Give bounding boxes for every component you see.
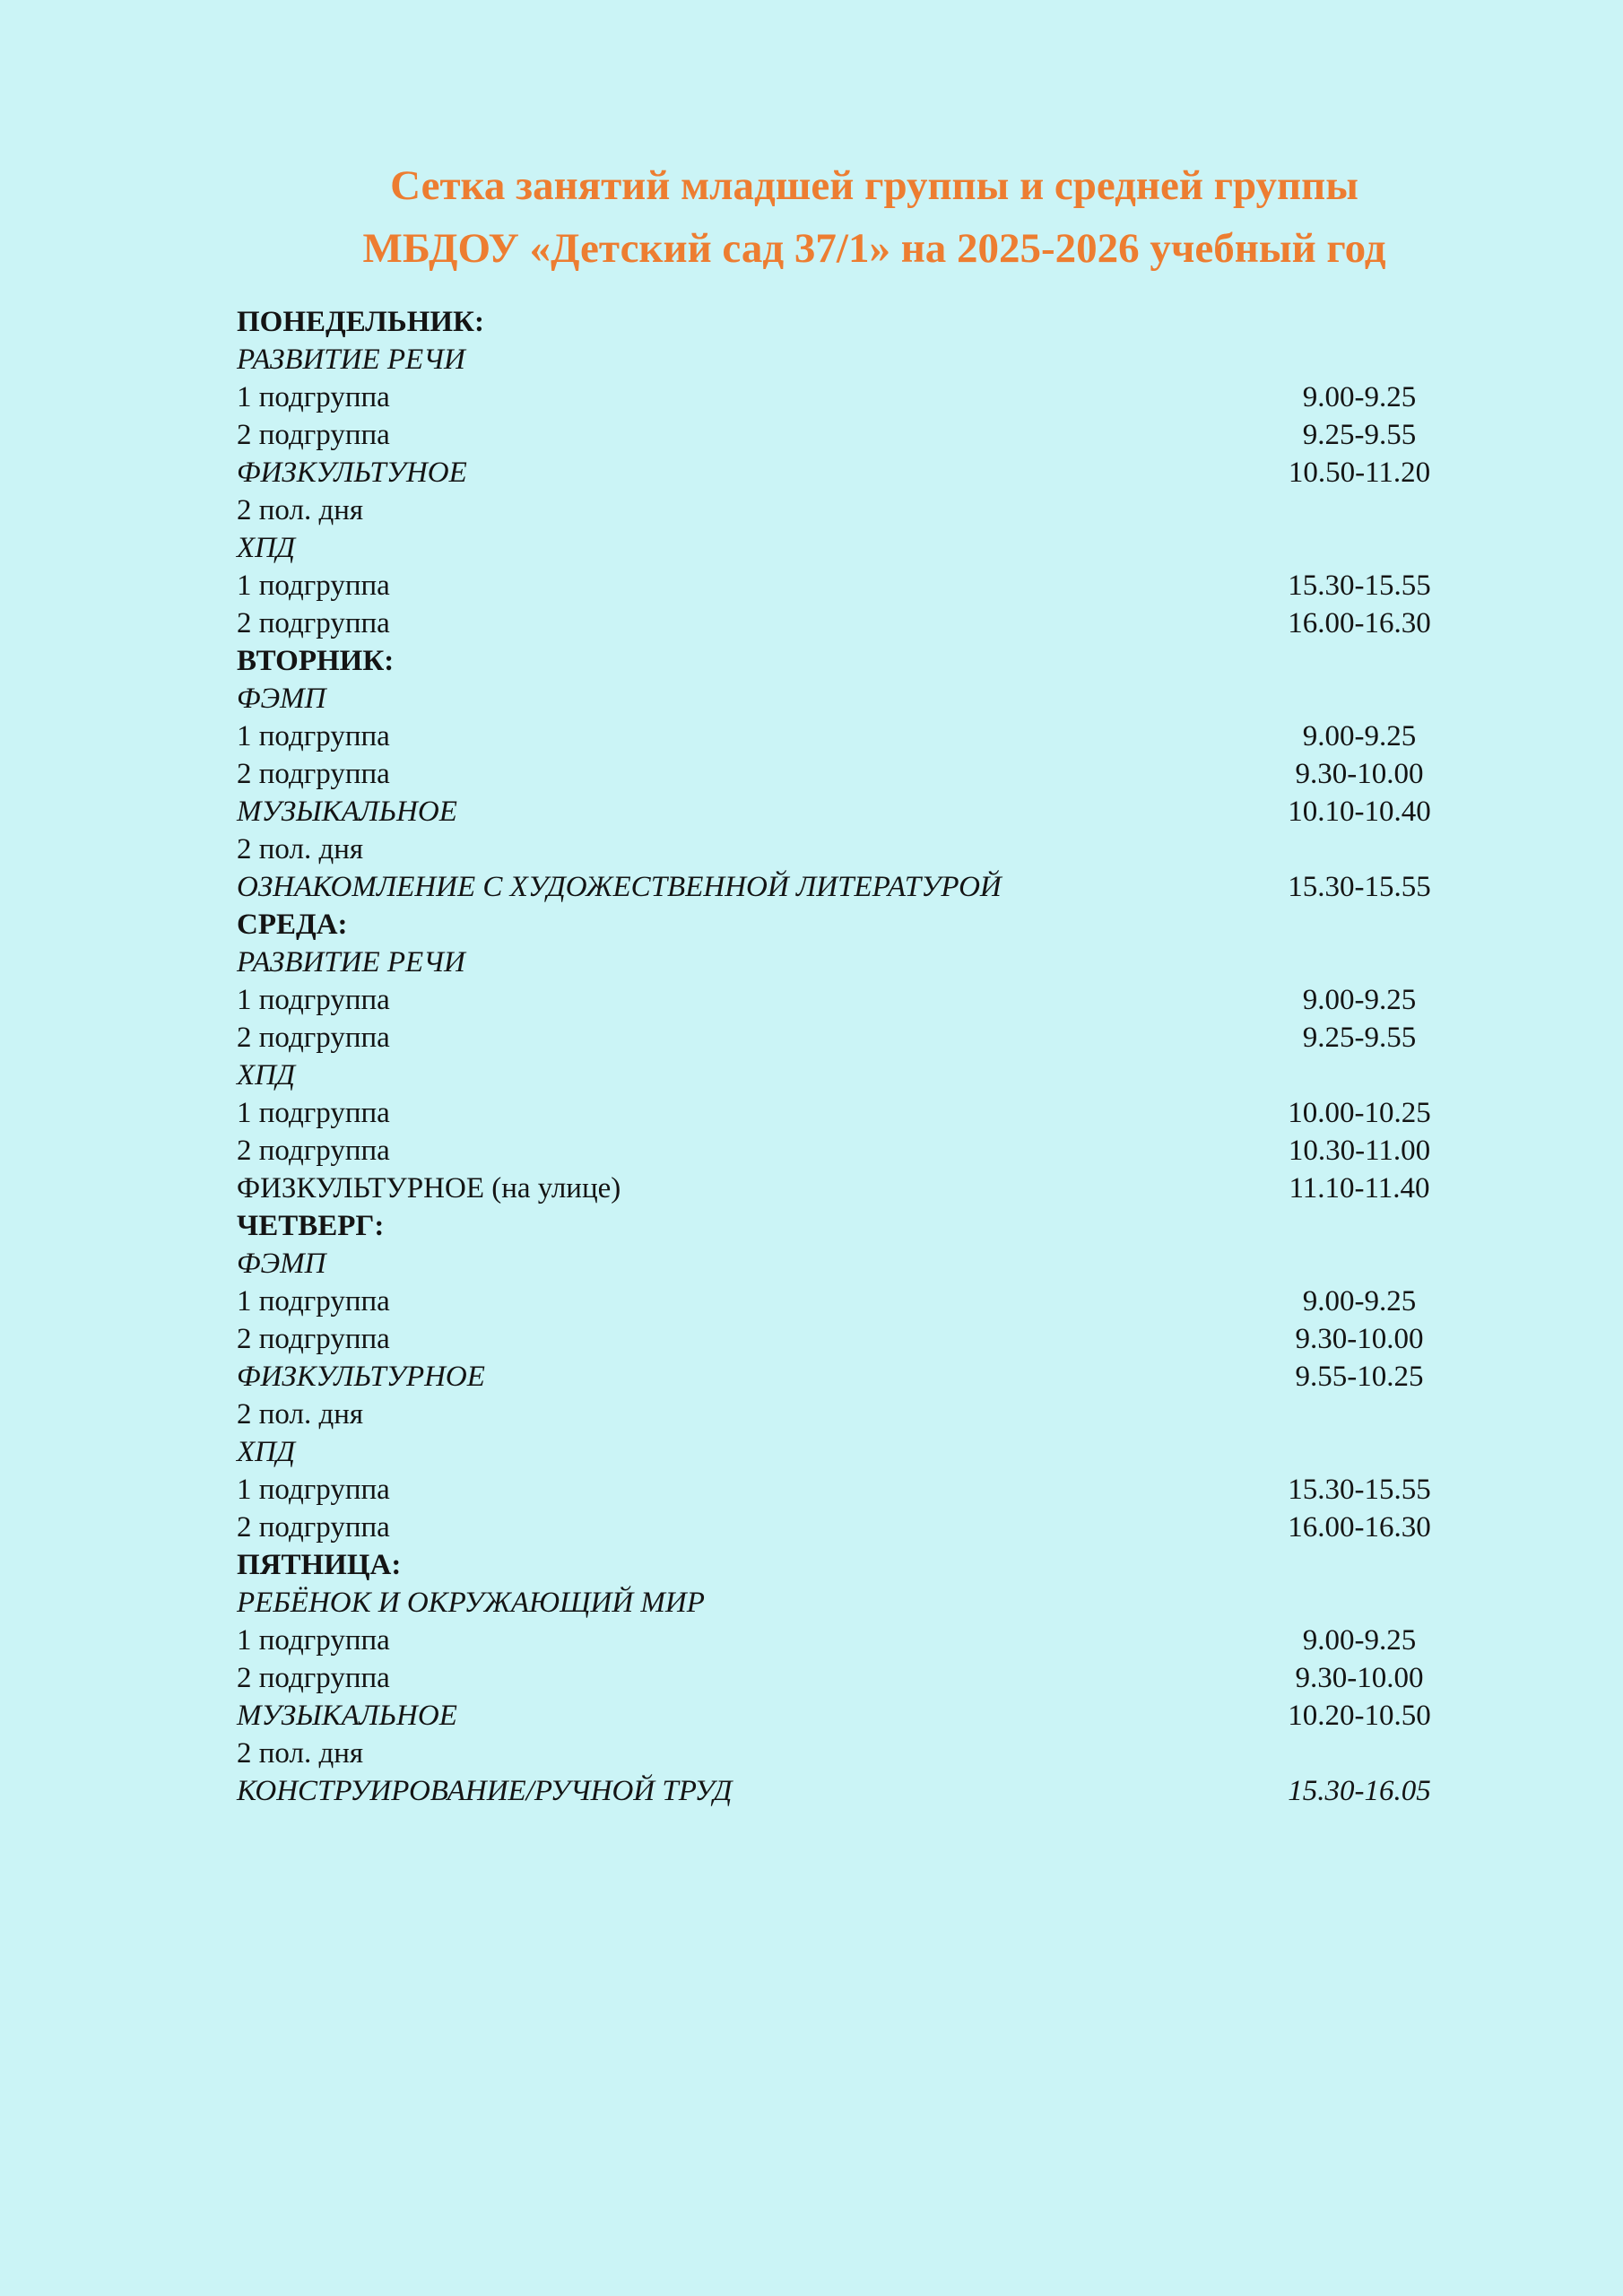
schedule-row bbox=[237, 1659, 1512, 1697]
row-label: 2 подгруппа bbox=[237, 607, 390, 639]
schedule-row bbox=[237, 1396, 1512, 1433]
row-label: 1 подгруппа bbox=[237, 720, 390, 752]
row-label: 2 подгруппа bbox=[237, 1323, 390, 1355]
row-time: 15.30-15.55 bbox=[1288, 871, 1431, 903]
row-time: 9.00-9.25 bbox=[1302, 984, 1417, 1016]
schedule-row bbox=[237, 1132, 1512, 1170]
day-header bbox=[237, 1546, 1512, 1584]
schedule-row bbox=[237, 1245, 1512, 1283]
day-section bbox=[237, 906, 1512, 1207]
row-label: ФИЗКУЛЬТУРНОЕ bbox=[237, 1361, 485, 1393]
schedule-row bbox=[237, 1057, 1512, 1094]
schedule-row bbox=[237, 378, 1512, 416]
schedule-row bbox=[237, 1471, 1512, 1509]
row-label: 2 подгруппа bbox=[237, 1662, 390, 1694]
day-name: ПЯТНИЦА: bbox=[237, 1549, 402, 1581]
row-label: ФИЗКУЛЬТУРНОЕ (на улице) bbox=[237, 1172, 621, 1205]
row-time: 10.10-10.40 bbox=[1288, 796, 1431, 828]
schedule-row bbox=[237, 567, 1512, 604]
schedule-row bbox=[237, 529, 1512, 567]
row-label: 2 пол. дня bbox=[237, 1737, 364, 1770]
schedule-row bbox=[237, 341, 1512, 378]
row-label: 1 подгруппа bbox=[237, 1474, 390, 1506]
row-time: 9.25-9.55 bbox=[1302, 1022, 1417, 1054]
row-label: КОНСТРУИРОВАНИЕ/РУЧНОЙ ТРУД bbox=[237, 1775, 733, 1807]
schedule-row bbox=[237, 1283, 1512, 1320]
row-label: ФЭМП bbox=[237, 1248, 326, 1280]
day-header bbox=[237, 642, 1512, 680]
row-label: 2 пол. дня bbox=[237, 833, 364, 865]
row-time: 11.10-11.40 bbox=[1289, 1172, 1430, 1205]
row-label: ХПД bbox=[237, 532, 295, 564]
row-label: 2 подгруппа bbox=[237, 419, 390, 451]
row-time: 10.00-10.25 bbox=[1288, 1097, 1431, 1129]
row-label: 2 подгруппа bbox=[237, 758, 390, 790]
row-label: МУЗЫКАЛЬНОЕ bbox=[237, 1700, 457, 1732]
row-label: 1 подгруппа bbox=[237, 1285, 390, 1318]
row-time: 9.30-10.00 bbox=[1295, 1662, 1424, 1694]
page-title bbox=[237, 154, 1512, 280]
schedule-row bbox=[237, 831, 1512, 868]
day-section bbox=[237, 1546, 1512, 1810]
day-section bbox=[237, 642, 1512, 906]
row-label: 2 подгруппа bbox=[237, 1511, 390, 1544]
row-time: 9.25-9.55 bbox=[1302, 419, 1417, 451]
row-label: 1 подгруппа bbox=[237, 984, 390, 1016]
schedule-row bbox=[237, 1772, 1512, 1810]
row-label: ФИЗКУЛЬТУНОЕ bbox=[237, 457, 467, 489]
row-time: 9.00-9.25 bbox=[1302, 381, 1417, 413]
row-label: ФЭМП bbox=[237, 683, 326, 715]
schedule-row bbox=[237, 1697, 1512, 1735]
row-time: 9.30-10.00 bbox=[1295, 758, 1424, 790]
row-time: 16.00-16.30 bbox=[1288, 607, 1431, 639]
row-label: 2 пол. дня bbox=[237, 494, 364, 526]
row-label: 1 подгруппа bbox=[237, 1624, 390, 1657]
row-label: 2 пол. дня bbox=[237, 1398, 364, 1431]
schedule-row bbox=[237, 718, 1512, 755]
schedule bbox=[237, 303, 1512, 1810]
day-name: ПОНЕДЕЛЬНИК: bbox=[237, 306, 484, 338]
schedule-row bbox=[237, 1584, 1512, 1622]
row-time: 15.30-15.55 bbox=[1288, 1474, 1431, 1506]
row-time: 15.30-15.55 bbox=[1288, 570, 1431, 602]
schedule-row bbox=[237, 944, 1512, 981]
day-section bbox=[237, 303, 1512, 642]
day-name: ЧЕТВЕРГ: bbox=[237, 1210, 385, 1242]
row-label: 2 подгруппа bbox=[237, 1135, 390, 1167]
schedule-row bbox=[237, 454, 1512, 491]
row-label: РАЗВИТИЕ РЕЧИ bbox=[237, 344, 465, 376]
schedule-row bbox=[237, 981, 1512, 1019]
row-label: ХПД bbox=[237, 1059, 295, 1091]
schedule-row bbox=[237, 1358, 1512, 1396]
row-time: 16.00-16.30 bbox=[1288, 1511, 1431, 1544]
day-header bbox=[237, 303, 1512, 341]
schedule-row bbox=[237, 1622, 1512, 1659]
schedule-row bbox=[237, 1170, 1512, 1207]
day-section bbox=[237, 1207, 1512, 1546]
row-time: 15.30-16.05 bbox=[1288, 1775, 1431, 1807]
row-time: 10.30-11.00 bbox=[1288, 1135, 1431, 1167]
row-label: 1 подгруппа bbox=[237, 570, 390, 602]
schedule-row bbox=[237, 604, 1512, 642]
schedule-row bbox=[237, 1320, 1512, 1358]
schedule-row bbox=[237, 1735, 1512, 1772]
page-title-line-2: МБДОУ «Детский сад 37/1» на 2025-2026 учебный год bbox=[362, 225, 1386, 272]
row-label: РАЗВИТИЕ РЕЧИ bbox=[237, 946, 465, 978]
row-time: 9.00-9.25 bbox=[1302, 720, 1417, 752]
schedule-row bbox=[237, 491, 1512, 529]
schedule-row bbox=[237, 1509, 1512, 1546]
page-title-line-1: Сетка занятий младшей группы и средней группы bbox=[390, 162, 1358, 209]
row-label: 1 подгруппа bbox=[237, 381, 390, 413]
schedule-row bbox=[237, 1019, 1512, 1057]
row-time: 9.00-9.25 bbox=[1302, 1624, 1417, 1657]
schedule-row bbox=[237, 1094, 1512, 1132]
row-time: 10.50-11.20 bbox=[1288, 457, 1431, 489]
day-name: СРЕДА: bbox=[237, 909, 348, 941]
row-label: 1 подгруппа bbox=[237, 1097, 390, 1129]
day-name: ВТОРНИК: bbox=[237, 645, 395, 677]
row-time: 10.20-10.50 bbox=[1288, 1700, 1431, 1732]
row-label: 2 подгруппа bbox=[237, 1022, 390, 1054]
row-time: 9.30-10.00 bbox=[1295, 1323, 1424, 1355]
row-label: РЕБЁНОК И ОКРУЖАЮЩИЙ МИР bbox=[237, 1587, 705, 1619]
row-time: 9.00-9.25 bbox=[1302, 1285, 1417, 1318]
row-label: МУЗЫКАЛЬНОЕ bbox=[237, 796, 457, 828]
day-header bbox=[237, 1207, 1512, 1245]
schedule-row bbox=[237, 680, 1512, 718]
row-label: ОЗНАКОМЛЕНИЕ С ХУДОЖЕСТВЕННОЙ ЛИТЕРАТУРОЙ bbox=[237, 871, 1002, 903]
row-label: ХПД bbox=[237, 1436, 295, 1468]
day-header bbox=[237, 906, 1512, 944]
schedule-row bbox=[237, 1433, 1512, 1471]
schedule-row bbox=[237, 755, 1512, 793]
row-time: 9.55-10.25 bbox=[1295, 1361, 1424, 1393]
schedule-row bbox=[237, 416, 1512, 454]
schedule-row bbox=[237, 868, 1512, 906]
schedule-row bbox=[237, 793, 1512, 831]
